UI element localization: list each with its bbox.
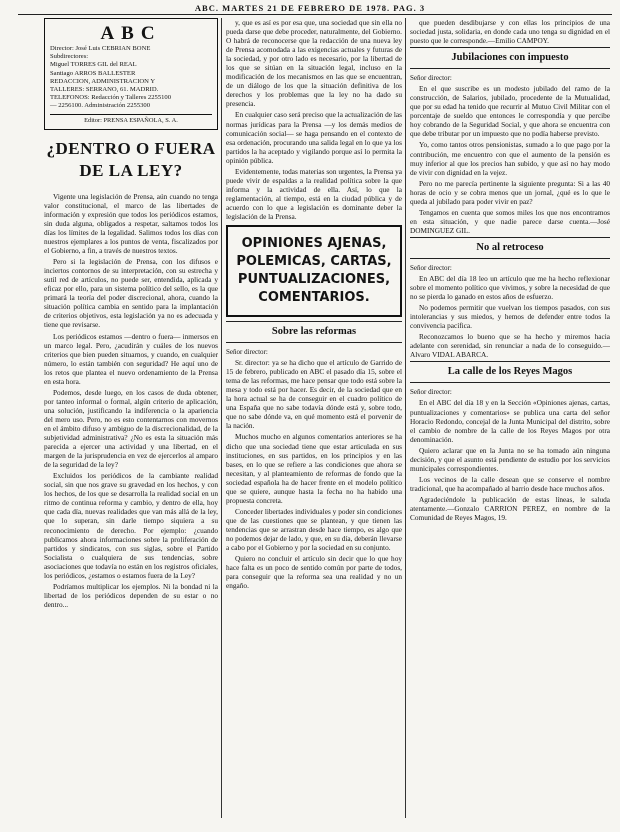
letter-salute: Señor director: <box>410 74 452 83</box>
headline-line: ¿DENTRO O FUERA <box>46 138 216 158</box>
banner-line: OPINIONES AJENAS, <box>241 236 387 252</box>
letter-title: Sobre las reformas <box>226 321 402 343</box>
masthead-line: Director: José Luis CEBRIAN BONE <box>50 45 151 52</box>
letter-paragraph: Los vecinos de la calle desean que se conserve el nombre tradicional, que ha acompañado al barrio desde hace muchos años. <box>410 474 610 493</box>
masthead-publisher: Editor: PRENSA ESPAÑOLA, S. A. <box>50 114 212 125</box>
column-three <box>410 18 610 818</box>
banner-line: COMENTARIOS. <box>258 290 370 306</box>
masthead-line: REDACCION, ADMINISTRACION Y <box>50 77 156 85</box>
opinions-section-banner <box>226 225 402 317</box>
editorial-paragraph: Pero si la legislación de Prensa, con los difusos e inciertos contornos de su interpretación, con su estrecha y sutil red de artículos, no puede ser, entendida, aplicada y eficaz por ello, para un sistema político del sello, es la que primará la teoría del poder discrecional, ahora, cuando la situación política cambia en sentido para la implantación de criterios objetivos, esta legislación ya no es adecuada y tiene que revisarse. <box>44 257 218 330</box>
letter-salute: Señor director: <box>410 263 452 272</box>
column-divider <box>221 18 222 818</box>
letter-paragraph: Quiero no concluir el artículo sin decir que lo que hoy hace falta es un poco de sentido común por parte de todos, para conseguir que la reforma sea una realidad y no un engaño. <box>226 554 402 591</box>
body-paragraph: Evidentemente, todas materias son urgentes, la Prensa ya puede vivir de espaldas a la realidad política sobre la que informa y la actividad de ella. Así, lo que la reglamentación, al tiempo, está en la ciudad pública y de acuerdo con lo que a legislación es dominante deber la legislación de la Prensa. <box>226 166 402 221</box>
editorial-headline <box>44 138 218 182</box>
column-two <box>226 18 402 818</box>
letter-title: Jubilaciones con impuesto <box>410 47 610 69</box>
top-rule <box>18 14 612 15</box>
masthead-box <box>44 18 218 130</box>
body-paragraph: que pueden desdibujarse y con ellas los principios de una sociedad justa, solidaria, en donde cada uno tenga su dignidad en el puesto que le corresponde.—Emilio CAMPOY. <box>410 18 610 46</box>
abc-logo: ABC <box>100 23 162 44</box>
letter-paragraph: En el que suscribe es un modesto jubilado del ramo de la construcción, de Salarios, jubilado, procedente de la Mutualidad, que por su edad ha tenido que recurrir al Mutuo Civil Militar con el porcentaje de sueldo que entonces le correspondía y que percibe hoy cobrando de la Seguridad Social, y que ahora se encuentra con que debe tributar por un impuesto que no podía haberse previsto. <box>410 84 610 139</box>
column-divider <box>405 18 406 818</box>
letter-salute: Señor director: <box>410 388 452 397</box>
letter-paragraph: No podemos permitir que vuelvan los tiempos pasados, con sus intolerancias y sus miedos, y hemos de defender entre todos la convivencia pacífica. <box>410 303 610 331</box>
body-paragraph: En cualquier caso será preciso que la actualización de las normas jurídicas para la Prensa —y los demás medios de comunicación social— se haga pensando en el contexto de esa ordenación, procurando una salida legal en lo que ya los partidos la ha aceptado y vigilando porque así lo permita la opinión pública. <box>226 110 402 165</box>
letter-paragraph: En ABC del día 18 leo un artículo que me ha hecho reflexionar sobre el momento político que vivimos, y sobre la necesidad de que no se pierda lo ganado en estos años de esfuerzo. <box>410 273 610 302</box>
masthead-line: TALLERES: SERRANO, 61. MADRID. <box>50 86 159 94</box>
letter-paragraph: Yo, como tantos otros pensionistas, sumado a lo que pago por la contribución, me encuentro con que el aumento de la pensión es muy inferior al que los precios han subido, y que así no hay modo de vivir con dignidad en la vejez. <box>410 140 610 177</box>
running-head: ABC. MARTES 21 DE FEBRERO DE 1978. PAG. 3 <box>194 3 426 13</box>
letter-paragraph: Conceder libertades individuales y poder sin condiciones que de las cuestiones que se plantean, y que tienen las tendencias que se arrastran desde hace tiempo, es algo que no podemos dejar de lado, y que, en su día, deberán llevarse a cabo por el Gobierno y por la sociedad en su conjunto. <box>226 506 402 553</box>
letter-title: No al retroceso <box>410 237 610 259</box>
editorial-paragraph: Podríamos multiplicar los ejemplos. Ni la bondad ni la libertad de los periódicos dependen de su estar o no dentro... <box>44 581 218 609</box>
editorial-paragraph: Podemos, desde luego, en los casos de duda obtener, por tanteo informal o formal, algún criterio de aplicación, una solución, justificando la indiferencia o la apariencia del mero uso. Pero, no es esto contentarnos con movernos en el ámbito difuso y ambiguo de la discrecionalidad, de la subjetividad administrativa? ¿No es esta la situación más parecida a ejercer una actividad y una libertad, en el margen de la jurisprudencia en vez de ejercerlos al amparo de la seguridad de la ley? <box>44 387 218 470</box>
letter-paragraph: Muchos mucho en algunos comentarios anteriores se ha dicho que una sociedad tiene que estar articulada en sus instituciones, en sus partidos, en los principios y en las bases, en lo que se refiere a las condiciones que ahora se necesitan, y al planteamiento de reformas de fondo que la sociedad española ha de hacer frente en el modelo político que se quiere, aunque hasta la fecha no ha habido una propuesta concreta. <box>226 432 402 505</box>
editorial-paragraph: Los periódicos estamos —dentro o fuera— inmersos en un marco legal. Pero, ¿acudirán y cuáles de los nuevos criterios que bien pueden situarnos, y cuando, en cualquier número, lo están también con seguridad? He aquí uno de los retos que plantea el nuevo ordenamiento de la Prensa en esta hora. <box>44 331 218 386</box>
masthead-line: Subdirectores: <box>50 53 89 61</box>
body-paragraph: y, que es así es por esa que, una sociedad que sin ella no pueda darse que debe proceder, naturalmente, del Gobierno. O habrá de reconocerse que la redacción de una nueva ley de Prensa acomodada a las exigencias actuales y futuras de la sociedad, y por otro lado es necesario, por la libertad de los que se sitúan en la situación legal, incluso en la modificación de los mecanismos en las que se encuentran, de un diálogo de los que la situación definitiva de los derechos y los problemas que la ley no ha dado su presencia. <box>226 18 402 109</box>
letter-paragraph: Pero no me parecía pertinente la siguiente pregunta: Si a las 40 horas de ocio y se cobra menos que un jornal, ¿qué es lo que le queda al jubilado para poder vivir en paz? <box>410 178 610 206</box>
letter-paragraph: Sr. director: ya se ha dicho que el artículo de Garrido de 15 de febrero, publicado en ABC el pasado día 15, sobre el tema de las reformas, me hace pensar que todo está sobre la mesa y todo está por hacer. Es decir, de la sociedad que en la hora actual se ha de conseguir en el cuadro político de una España que no sabe todavía dónde está y, sobre todo, que no sabe dónde va, en qué momento está el porvenir de la nación. <box>226 358 402 431</box>
banner-line: POLEMICAS, CARTAS, <box>236 254 392 270</box>
letter-salute: Señor director: <box>226 348 268 357</box>
editorial-paragraph: Vigente una legislación de Prensa, aún cuando no tenga valor constitucional, el marco de las libertades de información y expresión que todos los periódicos estamos, sin duda alguna, obligados a respetar, saltamos todos los días los límites de la legalidad. Salimos todos los días con nuestros ejemplares a los puntos de venta, fiscalizados por el Gobierno, a fin, a través de nuestros textos. <box>44 191 218 256</box>
letter-paragraph: Tengamos en cuenta que somos miles los que nos encontramos en esta situación, y que nadie parece darse cuenta.—José DOMINGUEZ GIL. <box>410 207 610 235</box>
masthead-line: — 2256100. Administración 2255300 <box>50 102 151 110</box>
letter-paragraph: En el ABC del día 18 y en la Sección «Opiniones ajenas, cartas, puntualizaciones y comentarios» se publica una carta del señor Horacio Redondo, concejal de la Junta Municipal del distrito, sobre el cambio de nombre de la calle de los Reyes Magos por otra denominación. <box>410 398 610 444</box>
masthead-line: TELEFONOS: Redacción y Talleres 2255100 <box>50 94 172 102</box>
masthead-line: Miguel TORRES GIL del REAL <box>50 61 137 69</box>
headline-line: DE LA LEY? <box>79 160 183 180</box>
banner-line: PUNTUALIZACIONES, <box>237 272 391 288</box>
letter-paragraph: Agradeciéndole la publicación de estas líneas, le saluda atentamente.—Gonzalo CARRION PEREZ, en nombre de la Comunidad de Reyes Magos, 19. <box>410 494 610 523</box>
column-one <box>44 18 218 818</box>
letter-paragraph: Reconozcamos lo bueno que se ha hecho y miremos hacia adelante con serenidad, sin renunciar a nada de lo conseguido.—Alvaro VIDAL ABARCA. <box>410 332 610 360</box>
editorial-paragraph: Excluidos los periódicos de la cambiante realidad social, sin que nos grave su gravedad en los hechos, y con los hechos, de los que se desarrolla la realidad social en un ritmo de continua reforma y cambio, y dentro de ella, hoy que cada día, nuevas realidades que van más allá de la ley, que lo superan, sin darle tiempo siquiera a su reconocimiento de derecho. Por ejemplo: ¿cuando publicamos ahora informaciones sobre la proliferación de partidos y sindicatos, con sus siglas, sobre el Partido Socialista o cualquiera de sus tendencias, sobre asociaciones que todavía no están en los registros oficiales, los periódicos, ¿estamos o estamos fuera de la Ley? <box>44 471 218 580</box>
letter-paragraph: Quiero aclarar que en la Junta no se ha tomado aún ninguna decisión, y que el asunto está pendiente de estudio por los servicios municipales correspondientes. <box>410 445 610 473</box>
masthead-line: Santiago ARROS BALLESTER <box>50 69 136 77</box>
letter-title: La calle de los Reyes Magos <box>410 361 610 383</box>
